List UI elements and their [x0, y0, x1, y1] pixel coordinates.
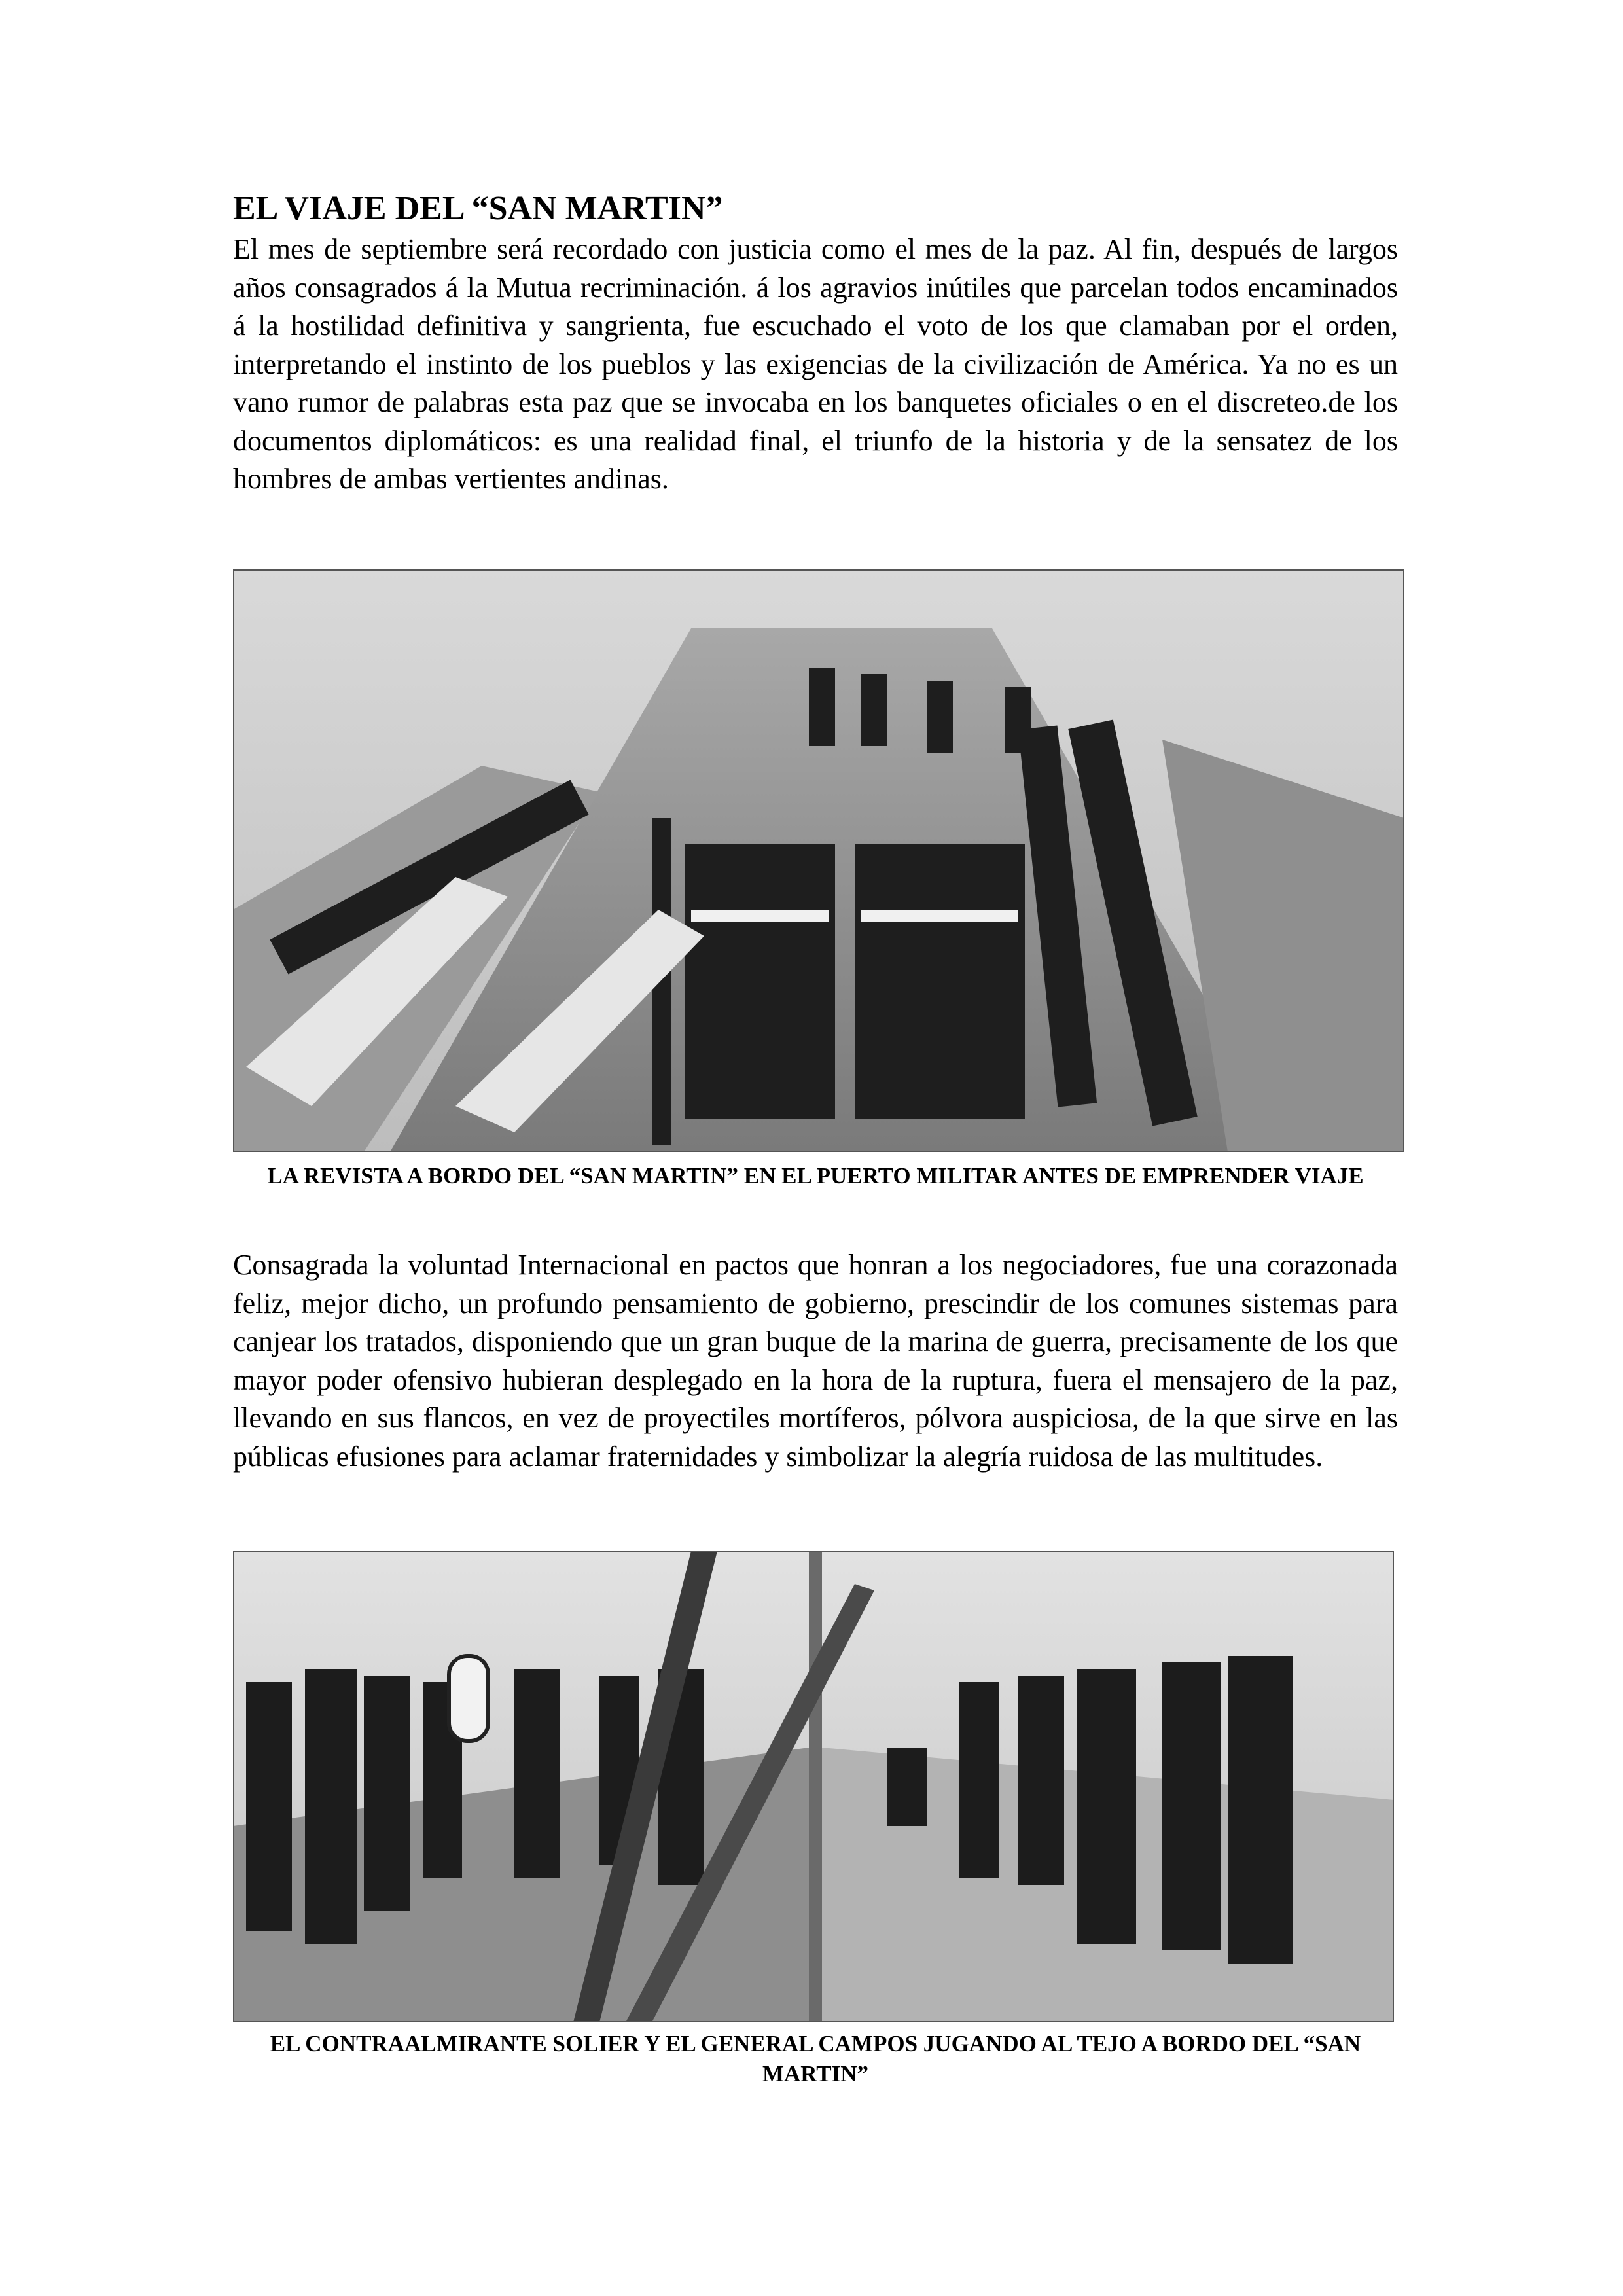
- photo-ship-review: [233, 569, 1404, 1152]
- photo-tejo-game: [233, 1551, 1394, 2022]
- photo-ship-review-image: [233, 569, 1404, 1152]
- caption-1: LA REVISTA A BORDO DEL “SAN MARTIN” EN EL PUERTO MILITAR ANTES DE EMPRENDER VIAJE: [267, 1163, 1364, 1189]
- article-title: EL VIAJE DEL “SAN MARTIN”: [233, 190, 723, 227]
- photo-tejo-game-image: [233, 1551, 1394, 2022]
- paragraph-2: Consagrada la voluntad Internacional en pactos que honran a los negociadores, fue una corazonada feliz, mejor dicho, un profundo pensamiento de gobierno, prescindir de los comunes sistemas para canjear los tratados, disponiendo que un gran buque de la marina de guerra, precisamente de los que mayor poder ofensivo hubieran desplegado en la hora de la ruptura, fuera el mensajero de la paz, llevando en sus flancos, en vez de proyectiles mortíferos, pólvora auspiciosa, de la que sirve en las públicas efusiones para aclamar fraternidades y simbolizar la alegría ruidosa de las multitudes.: [233, 1249, 1398, 1473]
- caption-2: EL CONTRAALMIRANTE SOLIER Y EL GENERAL CAMPOS JUGANDO AL TEJO A BORDO DEL “SAN MARTIN”: [270, 2031, 1361, 2087]
- paragraph-1: El mes de septiembre será recordado con justicia como el mes de la paz. Al fin, después de largos años consagrados á la Mutua recriminación. á los agravios inútiles que parcelan todos encaminados á la hostilidad definitiva y sangrienta, fue escuchado el voto de los que clamaban por el orden, interpretando el instinto de los pueblos y las exigencias de la civilización de América. Ya no es un vano rumor de palabras esta paz que se invocaba en los banquetes oficiales o en el discreteo.de los documentos diplomáticos: es una realidad final, el triunfo de la historia y de la sensatez de los hombres de ambas vertientes andinas.: [233, 233, 1398, 495]
